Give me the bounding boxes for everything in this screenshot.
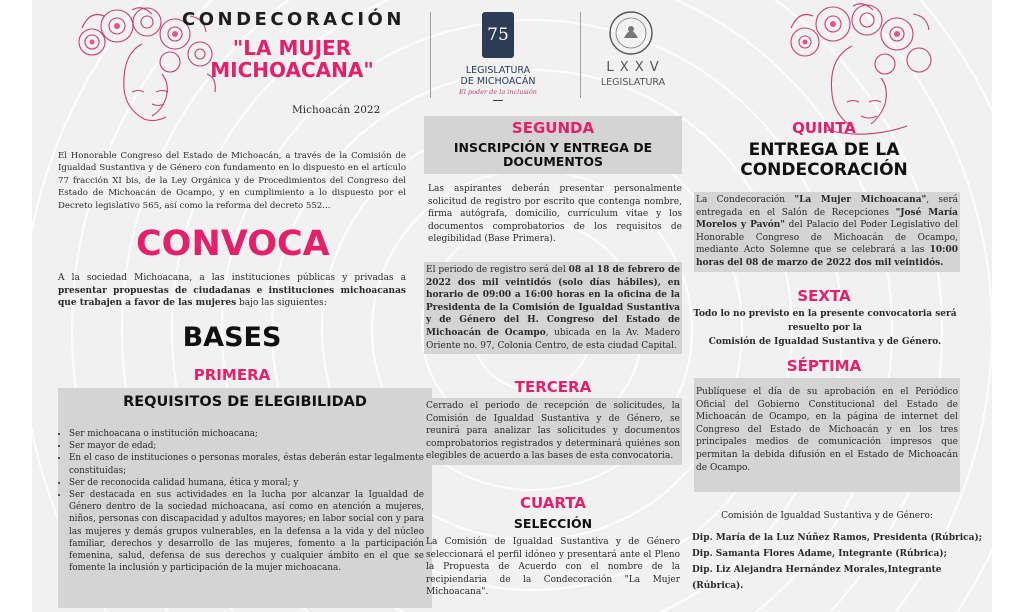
sexta-line-1: Todo lo no previsto en la presente convocatoria será [693,309,957,319]
bases-heading: BASES [182,322,282,353]
signatures-list [692,530,988,594]
legis-word: LEGISLATURA [600,77,666,88]
place-year: Michoacán 2022 [292,104,381,116]
tercera-paragraph: Cerrado el periodo de recepción de solicitudes, la Comisión de Igualdad Sustantiva y de Género, se reunirá para analizar las solicitudes y documentos comprobatorios registrados y determinará quiénes son elegibles de acuerdo a las bases de esta convocatoria. [424,398,682,465]
septima-label: SÉPTIMA [786,357,862,375]
quinta-subtitle-line1: ENTREGA DE LA [748,140,900,160]
sexta-line-2: resuelto por la [788,323,862,333]
quinta-p-d: "José María Morelos y Pavón" [696,207,958,231]
segunda-subtitle-line2: DOCUMENTOS [503,154,603,169]
sexta-label: SEXTA [797,287,851,305]
header-subtitle-line1: "LA MUJER [232,36,352,60]
quinta-subtitle-line2: CONDECORACIÓN [740,160,908,180]
signatures-heading: Comisión de Igualdad Sustantiva y de Género: [721,511,933,521]
requirement-item: • Ser de reconocida calidad humana, ética y moral; y [69,477,424,489]
cuarta-paragraph: La Comisión de Igualdad Sustantiva y de Género seleccionará el perfil idóneo y presentará ante el Pleno la Propuesta de Acuerdo con el nombre de la recipiendaria de la Condecoración "La Mujer Michoacana". [426,537,680,598]
quinta-p-f: 10:00 horas del 08 de marzo de 2022 dos mil veintidós. [696,245,958,268]
quinta-p-e: del Palacio del Poder Legislativo del Honorable Congreso de Michoacán de Ocampo, mediante Acto Solemne que se celebrará a las [696,220,958,256]
quinta-p-b: "La Mujer Michoacana" [794,195,927,205]
signature-item: Dip. Liz Alejandra Hernández Morales,Integrante (Rúbrica). [692,565,942,591]
logo-number: 75 [487,25,509,45]
requirement-item: • En el caso de instituciones o personas morales, éstas deberán estar legalmente constituidas; [69,452,424,476]
legislatura-75-logo [482,12,514,58]
requirement-item: • Ser destacada en sus actividades en la lucha por alcanzar la Igualdad de Género dentro de la sociedad michoacana, así como en atención a mujeres, niños, personas con discapacidad y adultos mayores; en labor social con y para las mujeres y demás grupos vulnerables, en la defensa a la vida y del núcleo familiar, derechos y desarrollo de las mujeres, fomento a la participación femenina, salud, defensa de sus derechos y cualquier ámbito en el que se fomente la inclusión y participación de la mujer michoacana. [69,489,424,574]
header-divider-left [430,12,431,98]
legis-roman: L X X V [606,60,660,75]
header-divider-right [580,12,581,98]
convoca-text-before: A la sociedad Michoacana, a las instituciones públicas y privadas a [58,273,406,283]
segunda-header-box [424,116,682,174]
logo-line1: LEGISLATURA [465,65,531,76]
header-subtitle-line2: MICHOACANA" [210,58,374,82]
segunda-paragraph-2 [424,262,682,354]
convoca-text-bold: presentar propuestas de ciudadanas e instituciones michoacanas que trabajen a favor de las mujeres [58,285,406,309]
primera-label: PRIMERA [193,366,271,384]
signature-item: Dip. María de la Luz Núñez Ramos, Presidenta (Rúbrica); [692,533,983,543]
logo-tilde [493,100,503,101]
quinta-label: QUINTA [792,119,856,137]
congress-seal-icon [608,10,654,56]
header-title: CONDECORACIÓN [182,9,405,30]
segunda-p2-a: El periodo de registro será del [426,265,566,275]
sexta-text [684,307,966,349]
logo-tagline: El poder de la inclusión [459,88,537,96]
segunda-paragraph-1: Las aspirantes deberán presentar personalmente solicitud de registro por escrito que contenga nombre, firma autógrafa, domicilio, currículum vitae y los documentos comprobatorios de los requisitos de elegibilidad (Base Primera). [428,184,682,245]
segunda-label: SEGUNDA [511,119,595,137]
signature-item: Dip. Samanta Flores Adame, Integrante (Rúbrica); [692,549,947,559]
primera-box [58,388,432,608]
cuarta-subtitle: SELECCIÓN [513,516,593,531]
cuarta-label: CUARTA [520,494,586,512]
tercera-label: TERCERA [514,378,592,396]
quinta-p-a: La Condecoración [696,195,786,205]
requirement-item: • Ser mayor de edad; [69,440,424,452]
quinta-p-c: , será entregada en el Salón de Recepciones [696,195,958,218]
requirement-item: • Ser michoacana o institución michoacana; [69,428,424,440]
septima-paragraph: Publíquese el día de su aprobación en el Periódico Oficial del Gobierno Constitucional del Estado de Michoacán de Ocampo, en la página de internet del Congreso del Estado de Michoacán y en los tres principales medios de comunicación impresos que permitan la debida difusión en el Estado de Michoacán de Ocampo. [694,378,960,492]
sexta-line-3: Comisión de Igualdad Sustantiva y de Género. [708,337,942,347]
segunda-subtitle-line1: INSCRIPCIÓN Y ENTREGA DE [453,140,653,155]
poster [32,0,992,612]
quinta-paragraph [694,192,960,272]
segunda-p2-b: 08 al 18 de febrero de 2022 dos mil veintidós (solo días hábiles), en horario de 09:00 a 16:00 horas en la oficina de la Presidenta de la Comisión de Igualdad Sustantiva y de Género del H. Congreso del Estado de Michoacán de Ocampo [426,265,681,338]
convoca-heading: CONVOCA [136,224,330,264]
primera-subtitle: REQUISITOS DE ELEGIBILIDAD [123,394,367,410]
requirements-list [58,428,424,574]
segunda-p2-c: , ubicada en la Av. Madero Oriente no. 97, Colonia Centro, de esta ciudad Capital. [426,327,680,351]
convoca-text-after: bajo las siguientes: [239,298,327,309]
intro-paragraph: El Honorable Congreso del Estado de Michoacán, a través de la Comisión de Igualdad Sustantiva y de Género con fundamento en lo dispuesto en el artículo 77 fracción XI bis, de la Ley Orgánica y de Procedimientos del Congreso del Estado de Michoacán de Ocampo, y en cumplimiento a lo dispuesto por el Decreto legislativo 565, así como la reforma del decreto 552... [58,151,406,211]
convoca-paragraph [58,272,406,310]
logo-line2: DE MICHOACÁN [460,76,536,87]
